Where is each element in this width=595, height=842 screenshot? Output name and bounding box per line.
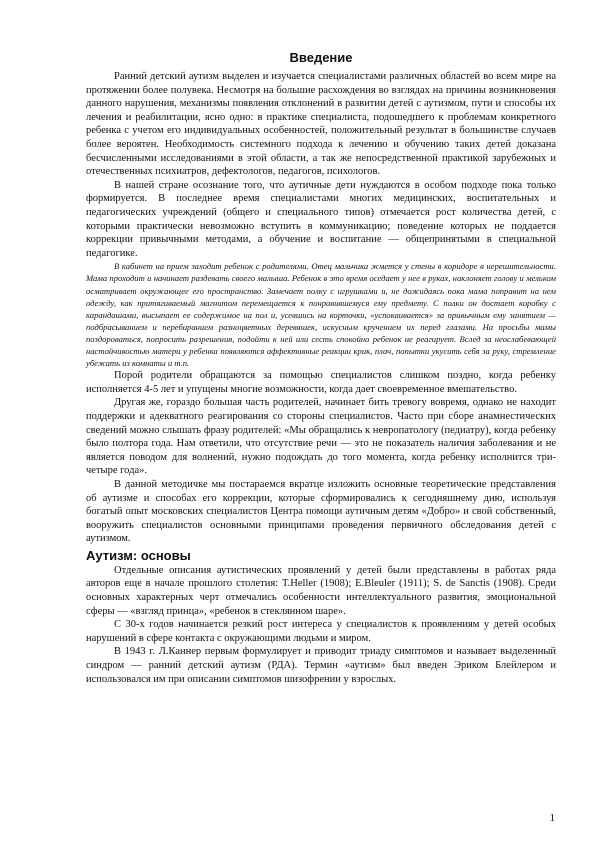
page-title: Введение bbox=[289, 50, 353, 65]
paragraph: Ранний детский аутизм выделен и изучается специалистами различных областей во всем мире на протяжении более полувека. Несмотря на большие расхождения во взглядах на причины возникновения данного нарушения, механизмы появления отклонений в развитии детей с аутизмом, пути и способы их лечения и реабилитации, ясно одно: в практике специалиста, подошедшего к проблемам конкретного ребенка с учетом его индивидуальных особенностей, положительный результат в большинстве случаев более вероятен. Необходимость системного подхода к лечению и обучению таких детей доказана бесчисленными исследованиями в этой области, а так же непосредственной практикой зарубежных и отечественных психиатров, дефектологов, педагогов, психологов. bbox=[86, 71, 556, 178]
section-heading: Аутизм: основы bbox=[86, 547, 191, 563]
paragraph: Другая же, гораздо большая часть родителей, начинает бить тревогу вовремя, однако не находит поддержки и адекватного реагирования со стороны специалистов. Часто при сборе анамнестических сведений можно слышать фразу родителей: «Мы обращались к невропатологу (педиатру), когда ребенку было полтора года. Нам ответили, что отсутствие речи — это не показатель наличия заболевания и не является поводом для волнений, нужно подождать до того момента, когда ребенку исполнится три-четыре года». bbox=[86, 397, 556, 477]
paragraph: В данной методичке мы постараемся вкратце изложить основные теоретические представления об аутизме и способах его коррекции, которые сформировались к сегодняшнему дню, используя богатый опыт московских специалистов Центра помощи аутичным детям «Добро» и свой собственный, вооружить специалистов основными принципами проведения первичного обследования детей с аутизмом. bbox=[86, 478, 556, 545]
document-page bbox=[86, 50, 556, 686]
page-number: 1 bbox=[549, 812, 555, 824]
paragraph: В 1943 г. Л.Каннер первым формулирует и приводит триаду симптомов и называет выделенный синдром — ранний детский аутизм (РДА). Термин «аутизм» был введен Эриком Блейлером и использовался им при описании симптомов шизофрении у взрослых. bbox=[86, 646, 556, 685]
case-example-quote: В кабинет на прием заходит ребенок с родителями. Отец мальчика жмется у стены в коридоре в нерешительности. Мама проходит и начинает раздевать своего малыша. Ребенок в это время оседает у нее в руках, наклоняет голову и мельком осматривает окружающее его пространство. Замечает полку с игрушками и, не дожидаясь пока мама поправит на нем одежду, как притягиваемый магнитом перемещается к понравившемуся ему предмету. С полки он достает коробку с карандашами, высыпает ее содержимое на пол и, усевшись на корточки, «успокаивается» за привычным ему занятием — подбрасыванием и перебиранием разноцветных деревяшек, искусным кручением их перед глазами. На просьбы мамы поздороваться, попросить разрешения, подойти к ней или сесть спокойно ребенок не реагирует. Вслед за неослабевающей настойчивостью матери у ребенка появляются аффективные реакции крик, плач, попытки укусить себя за руку, стремление убежать из комнаты и т.п. bbox=[86, 261, 556, 369]
paragraph: Порой родители обращаются за помощью специалистов слишком поздно, когда ребенку исполняется 4-5 лет и упущены многие возможности, когда дает своевременное вмешательство. bbox=[86, 370, 556, 395]
paragraph: С 30-х годов начинается резкий рост интереса у специалистов к проявлениям у детей особых нарушений в сфере контакта с окружающими людьми и миром. bbox=[86, 619, 556, 644]
paragraph: В нашей стране осознание того, что аутичные дети нуждаются в особом подходе пока только формируется. В последнее время специалистами многих медицинских, воспитательных и педагогических учреждений (общего и специального типов) отмечается рост количества детей, с которыми практически невозможно вступить в коммуникацию; поведение которых не поддается коррекции привычными методами, а обучение и воспитание — общепринятыми в специальной педагогике. bbox=[86, 179, 556, 259]
paragraph: Отдельные описания аутистических проявлений у детей были представлены в работах ряда авторов еще в начале прошлого столетия: T.Heller (1908); E.Bleuler (1911); S. de Sanctis (1908). Среди основных характерных черт отмечались особенности интеллектуального развития, эмоциональной сферы — «взгляд принца», «ребенок в стеклянном шаре». bbox=[86, 564, 556, 617]
